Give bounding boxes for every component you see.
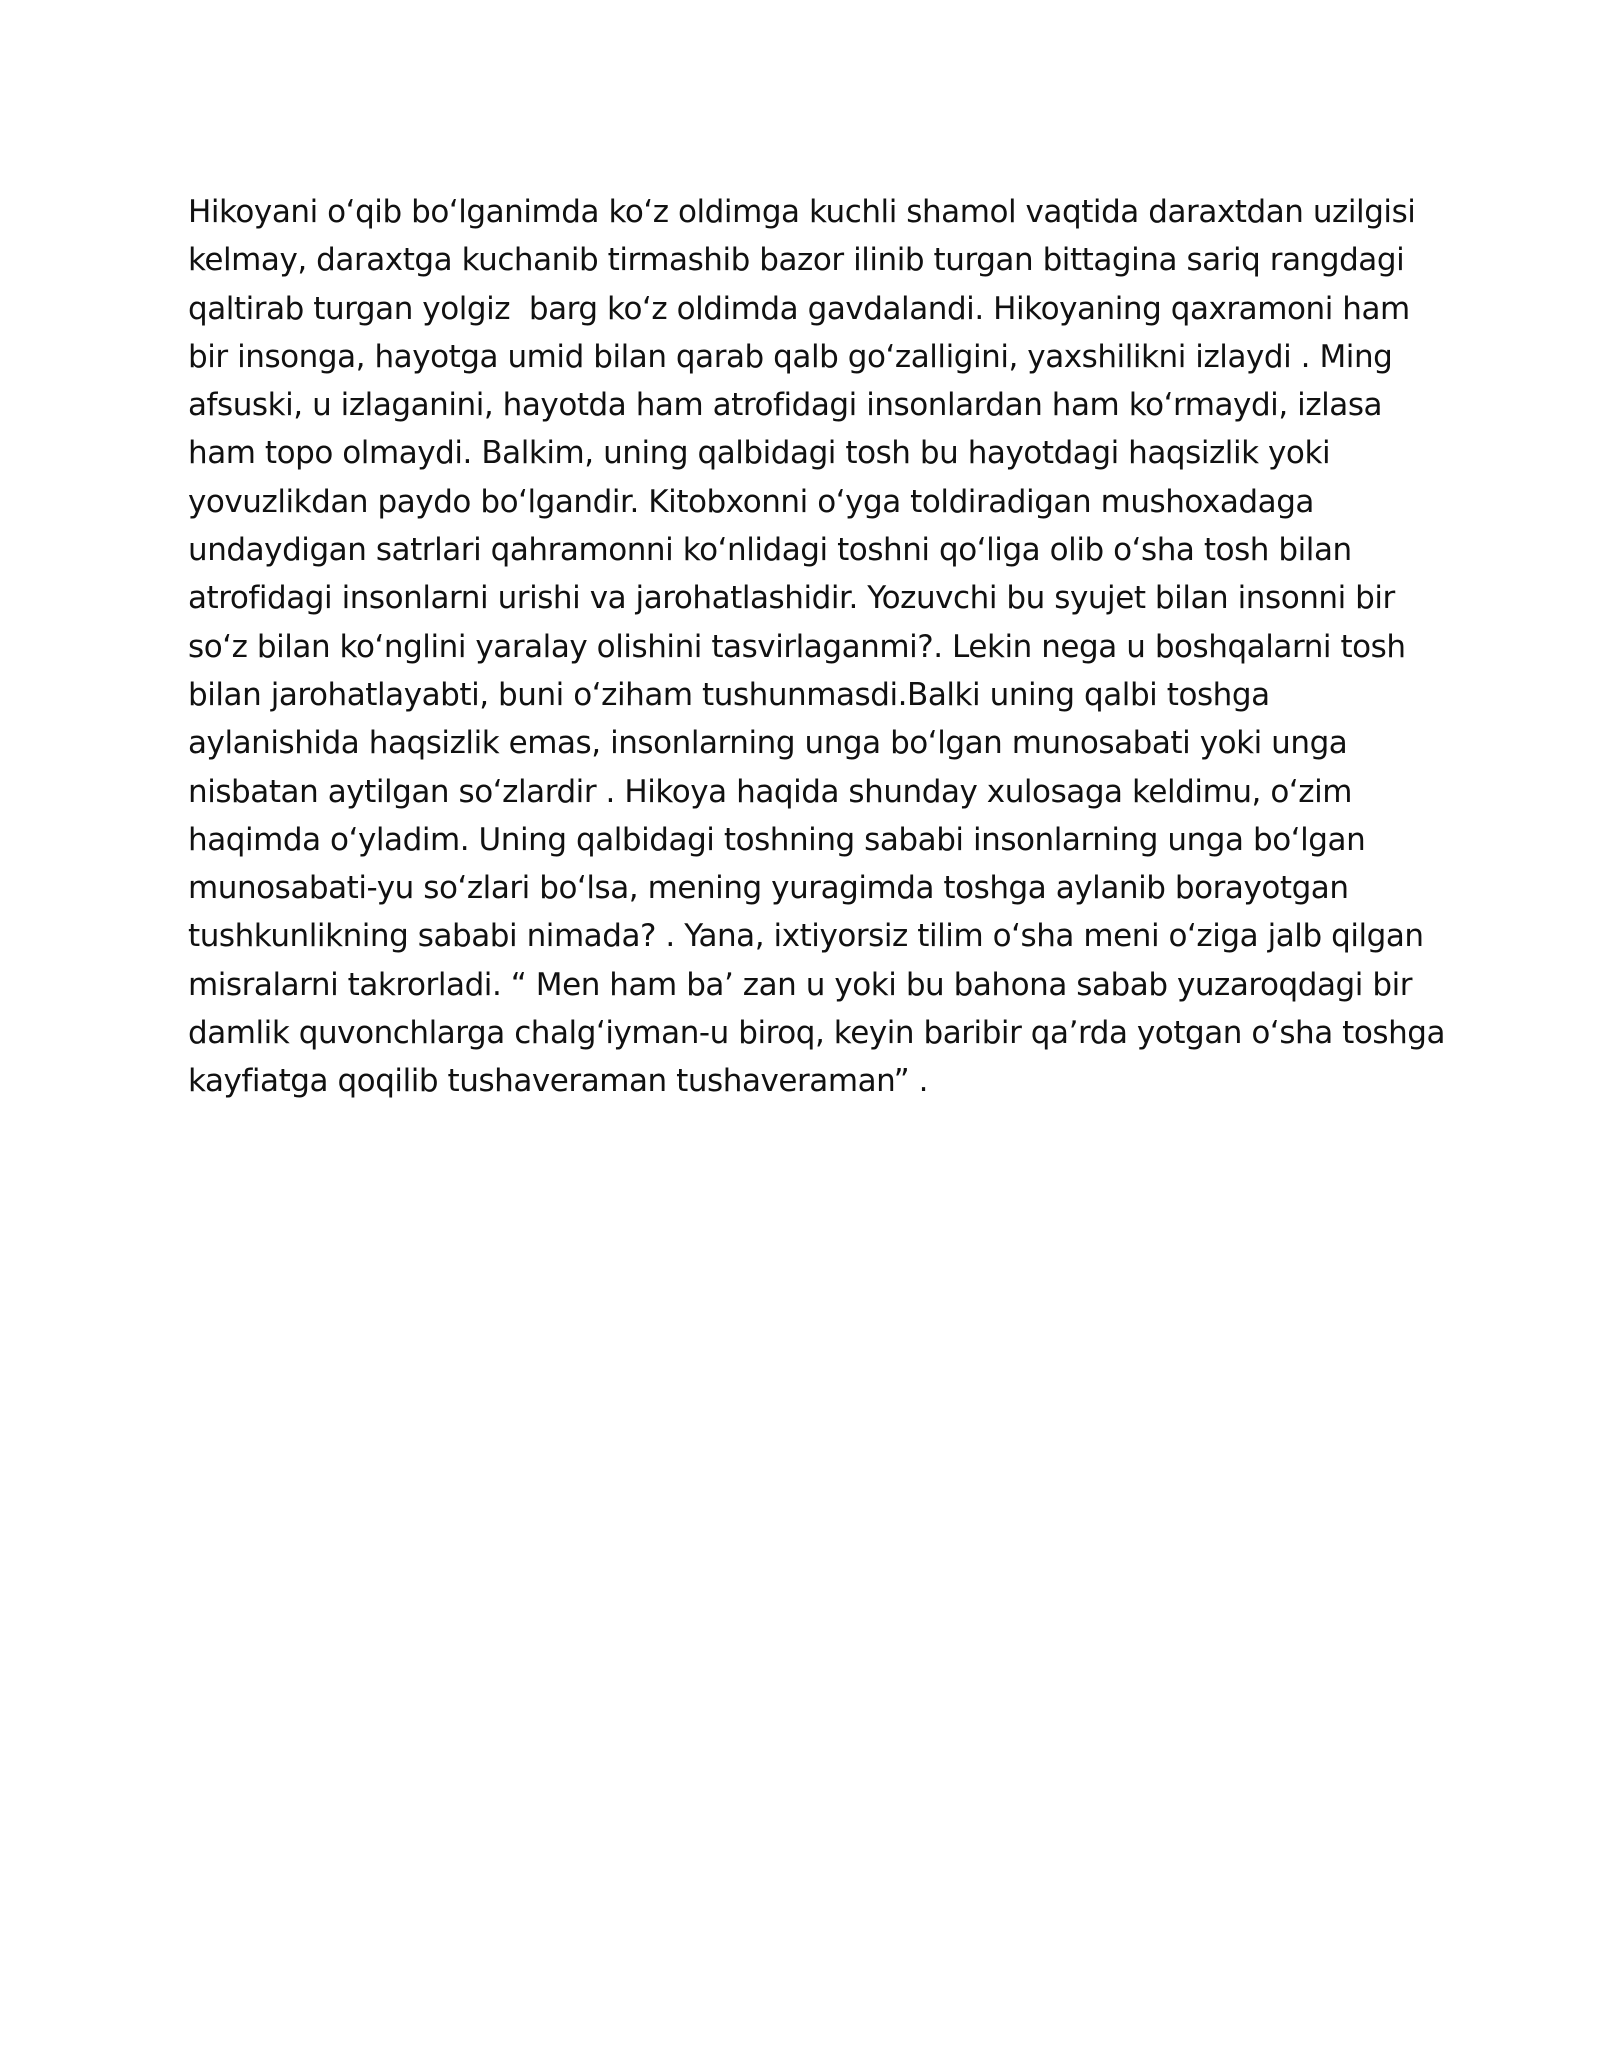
text-line-6: ham topo olmaydi. Balkim, uning qalbidagi tosh bu hayotdagi haqsizlik yoki (188, 435, 1331, 472)
text-line-11: bilan jarohatlayabti, buni o‘ziham tushunmasdi.Balki uning qalbi toshga (188, 676, 1270, 713)
text-line-3: qaltirab turgan yolgiz barg ko‘z oldimda gavdalandi. Hikoyaning qaxramoni ham (188, 290, 1410, 327)
text-line-12: aylanishida haqsizlik emas, insonlarning unga bo‘lgan munosabati yoki unga (188, 725, 1348, 762)
text-line-16: tushkunlikning sababi nimada? . Yana, ixtiyorsiz tilim o‘sha meni o‘ziga jalb qilgan (188, 918, 1424, 955)
text-line-7: yovuzlikdan paydo bo‘lgandir. Kitobxonni o‘yga toldiradigan mushoxadaga (188, 483, 1314, 520)
text-line-14: haqimda o‘yladim. Uning qalbidagi toshning sababi insonlarning unga bo‘lgan (188, 821, 1366, 858)
text-line-2: kelmay, daraxtga kuchanib tirmashib bazor ilinib turgan bittagina sariq rangdagi (188, 242, 1405, 279)
text-line-19: kayfiatga qoqilib tushaveraman tushaveraman” . (188, 1063, 929, 1100)
text-line-4: bir insonga, hayotga umid bilan qarab qalb go‘zalligini, yaxshilikni izlaydi . Ming (188, 338, 1393, 375)
text-line-17: misralarni takrorladi. “ Men ham ba’ zan u yoki bu bahona sabab yuzaroqdagi bir (188, 966, 1413, 1003)
text-line-5: afsuski, u izlaganini, hayotda ham atrofidagi insonlardan ham ko‘rmaydi, izlasa (188, 387, 1383, 424)
text-line-18: damlik quvonchlarga chalg‘iyman-u biroq, keyin baribir qa’rda yotgan o‘sha toshga (188, 1015, 1446, 1052)
text-line-1: Hikoyani o‘qib bo‘lganimda ko‘z oldimga kuchli shamol vaqtida daraxtdan uzilgisi (188, 194, 1416, 230)
text-line-10: so‘z bilan ko‘nglini yaralay olishini tasvirlaganmi?. Lekin nega u boshqalarni tosh (188, 628, 1406, 665)
text-line-13: nisbatan aytilgan so‘zlardir . Hikoya haqida shunday xulosaga keldimu, o‘zim (188, 773, 1352, 810)
text-line-15: munosabati-yu so‘zlari bo‘lsa, mening yuragimda toshga aylanib borayotgan (188, 870, 1349, 907)
body-paragraph (188, 188, 1446, 1106)
text-line-8: undaydigan satrlari qahramonni ko‘nlidagi toshni qo‘liga olib o‘sha tosh bilan (188, 532, 1352, 569)
text-line-9: atrofidagi insonlarni urishi va jarohatlashidir. Yozuvchi bu syujet bilan insonni bir (188, 580, 1395, 617)
